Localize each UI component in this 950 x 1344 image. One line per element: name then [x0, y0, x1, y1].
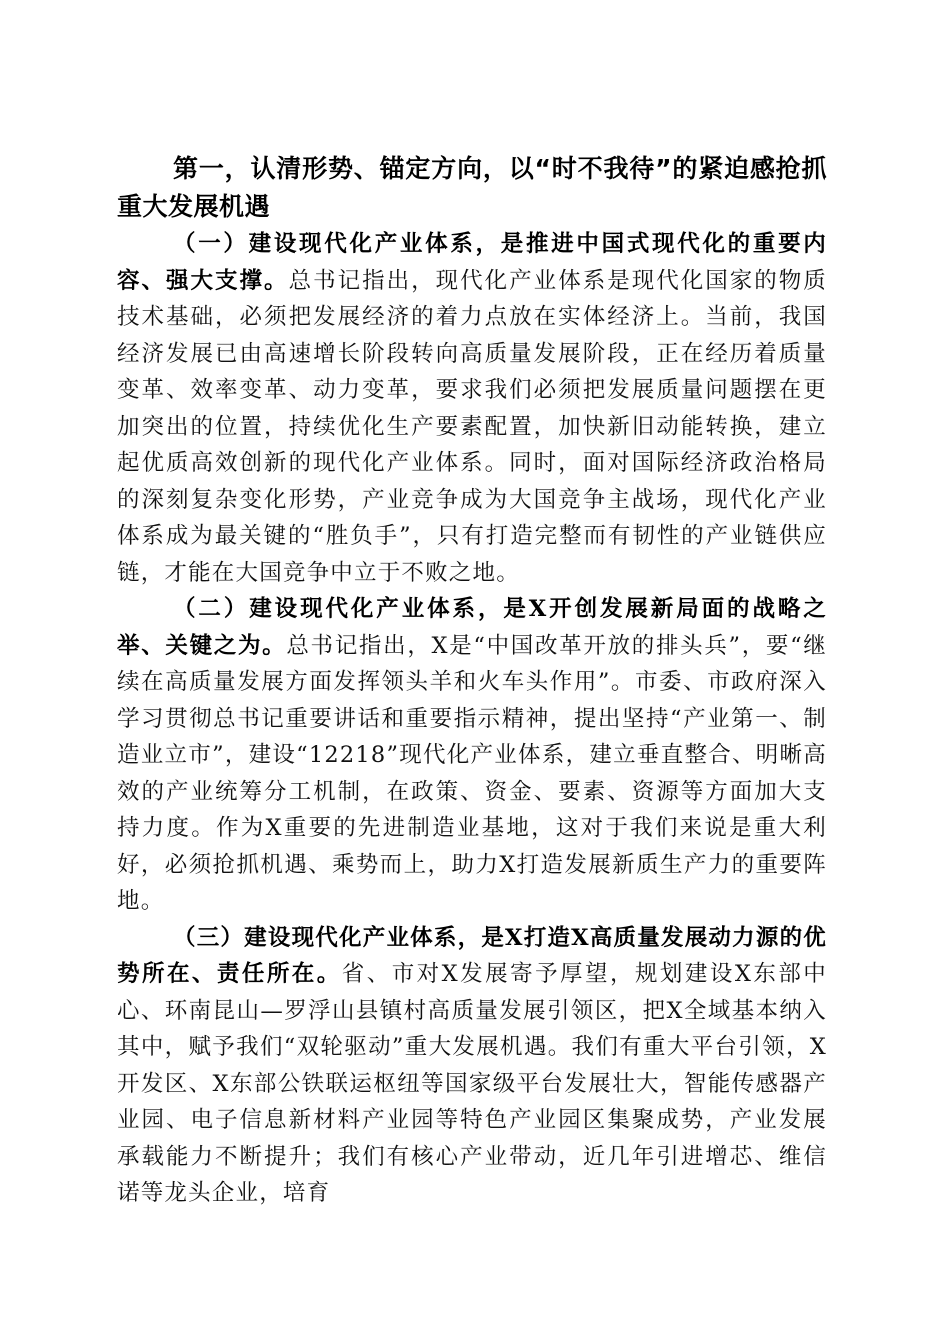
paragraph-2-body: 总书记指出，X是“中国改革开放的排头兵”，要“继续在高质量发展方面发挥领头羊和火车头作用”。市委、市政府深入学习贯彻总书记重要讲话和重要指示精神，提出坚持“产业第一、制造业立市”，建设“12218”现代化产业体系，建立垂直整合、明晰高效的产业统筹分工机制，在政策、资金、要素、资源等方面加大支持力度。作为X重要的先进制造业基地，这对于我们来说是重大利好，必须抢抓机遇、乘势而上，助力X打造发展新质生产力的重要阵地。 — [117, 632, 828, 914]
paragraph-2-lead: （二）建设现代化产业体系，是X开创发展新局面的战略之举、关键之为。 — [117, 596, 827, 659]
paragraph-3-lead: （三）建设现代化产业体系，是X打造X高质量发展动力源的优势所在、责任所在。 — [117, 924, 827, 987]
paragraph-3-body: 省、市对X发展寄予厚望，规划建设X东部中心、环南昆山—罗浮山县镇村高质量发展引领区，把X全域基本纳入其中，赋予我们“双轮驱动”重大发展机遇。我们有重大平台引领，X开发区、X东部公铁联运枢纽等国家级平台发展壮大，智能传感器产业园、电子信息新材料产业园等特色产业园区集聚成势，产业发展承载能力不断提升；我们有核心产业带动，近几年引进增芯、维信诺等龙头企业，培育 — [117, 961, 827, 1206]
paragraph-1-lead: （一）建设现代化产业体系，是推进中国式现代化的重要内容、强大支撑。 — [117, 231, 827, 294]
section-heading: 第一，认清形势、锚定方向，以“时不我待”的紧迫感抢抓重大发展机遇 — [117, 154, 827, 221]
document-body — [117, 150, 827, 1212]
paragraph-3 — [117, 920, 827, 1212]
paragraph-1 — [117, 226, 827, 591]
paragraph-1-body: 总书记指出，现代化产业体系是现代化国家的物质技术基础，必须把发展经济的着力点放在实体经济上。当前，我国经济发展已由高速增长阶段转向高质量发展阶段，正在经历着质量变革、效率变革、动力变革，要求我们必须把发展质量问题摆在更加突出的位置，持续优化生产要素配置，加快新旧动能转换，建立起优质高效创新的现代化产业体系。同时，面对国际经济政治格局的深刻复杂变化形势，产业竞争成为大国竞争主战场，现代化产业体系成为最关键的“胜负手”，只有打造完整而有韧性的产业链供应链，才能在大国竞争中立于不败之地。 — [117, 267, 827, 586]
paragraph-2 — [117, 591, 827, 920]
